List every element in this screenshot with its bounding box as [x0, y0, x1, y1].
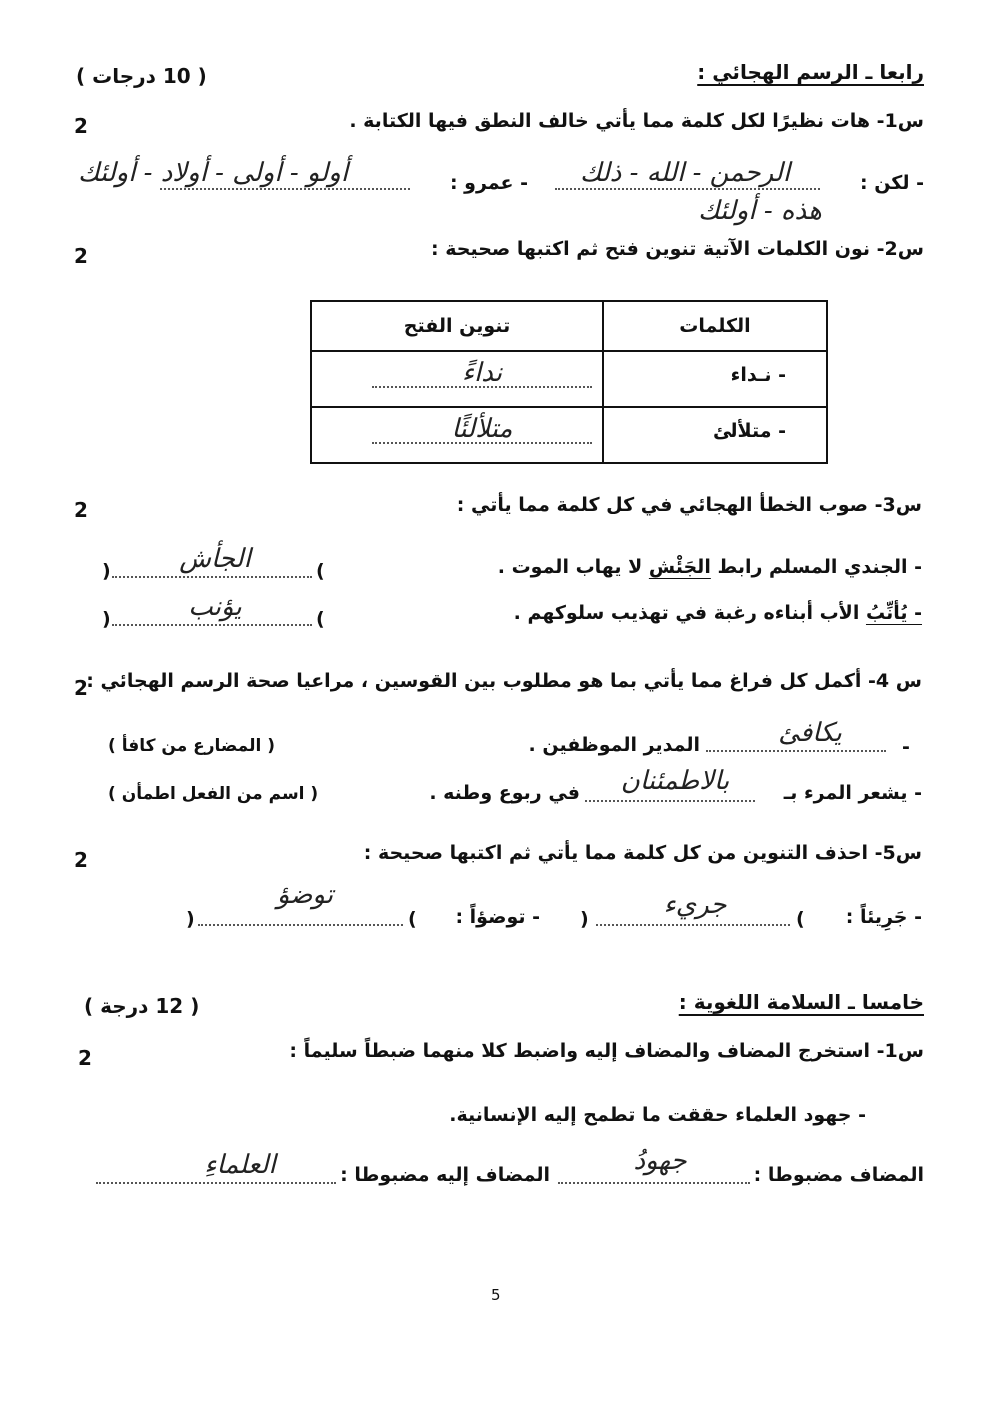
question-text: س3- صوب الخطأ الهجائي في كل كلمة مما يأتي :	[456, 494, 922, 516]
given-word: - توضؤاً :	[455, 906, 540, 928]
question-text: س 4- أكمل كل فراغ مما يأتي بما هو مطلوب بين القوسين ، مراعيا صحة الرسم الهجائي :	[86, 670, 922, 692]
answer-label: المضاف إليه مضبوطا :	[340, 1164, 550, 1186]
handwritten-answer: يكافئ	[778, 718, 842, 748]
sentence-text: - جهود العلماء حققت ما تطمح إليه الإنسانية.	[449, 1104, 866, 1126]
paren: )	[580, 908, 589, 930]
given-word: - عمرو :	[449, 172, 528, 194]
handwritten-answer: يؤنب	[188, 592, 242, 622]
answer-line	[585, 796, 755, 802]
paren: )	[186, 908, 195, 930]
question-text: س1- استخرج المضاف والمضاف إليه واضبط كلا منهما ضبطاً سليماً :	[289, 1040, 924, 1062]
handwritten-answer: العلماءِ	[204, 1150, 276, 1180]
handwritten-answer: أولو - أولى - أولاد - أولئك	[77, 158, 349, 188]
paren: (	[316, 560, 325, 582]
error-word: الجَئْش	[648, 556, 711, 578]
hint-text: ( المضارع من كافأ )	[108, 736, 275, 756]
hint-text: ( اسم من الفعل اطمأن )	[108, 784, 319, 804]
question-text: س1- هات نظيرًا لكل كلمة مما يأتي خالف النطق فيها الكتابة .	[349, 110, 924, 132]
answer-line	[558, 1178, 750, 1184]
handwritten-answer: نداءً	[461, 358, 503, 388]
sentence-text: المدير الموظفين .	[528, 734, 700, 756]
question-text: س2- نون الكلمات الآتية تنوين فتح ثم اكتبها صحيحة :	[431, 238, 924, 260]
answer-label: المضاف مضبوطا :	[753, 1164, 924, 1186]
question-mark: 2	[78, 1046, 92, 1070]
table-word: - متلألئ	[713, 420, 786, 442]
question-mark: 2	[74, 848, 88, 872]
paren: (	[316, 608, 325, 630]
sentence-text: لا يهاب الموت .	[497, 556, 643, 578]
handwritten-answer: الرحمن - الله - ذلك	[579, 158, 791, 188]
table-row	[311, 407, 827, 463]
paren: (	[408, 908, 417, 930]
sentence-line	[498, 556, 922, 578]
handwritten-answer: متلألئًا	[451, 414, 513, 444]
words-table	[310, 300, 828, 464]
handwritten-answer: توضؤ	[276, 880, 334, 910]
section-title: خامسا ـ السلامة اللغوية :	[678, 990, 924, 1014]
given-word: - لكن :	[860, 172, 924, 194]
section-title: رابعا ـ الرسم الهجائي :	[697, 60, 924, 84]
sentence-text: الأب أبناءه رغبة في تهذيب سلوكهم .	[513, 602, 860, 624]
error-word: - يُأنِّبُ	[865, 602, 922, 624]
table-row	[311, 351, 827, 407]
dash: -	[902, 736, 910, 758]
question-mark: 2	[74, 676, 88, 700]
paren: )	[102, 560, 111, 582]
table-word: - نـداء	[730, 364, 786, 386]
sentence-text: في ربوع وطنه .	[429, 782, 580, 804]
handwritten-answer: جهودُ	[633, 1146, 687, 1176]
handwritten-answer: بالاطمئنان	[620, 766, 730, 796]
sentence-text: - الجندي المسلم رابط	[717, 556, 922, 578]
paren: (	[796, 908, 805, 930]
page-number: 5	[491, 1286, 501, 1304]
question-mark: 2	[74, 498, 88, 522]
handwritten-answer: الجأش	[179, 544, 251, 574]
sentence-line	[514, 602, 922, 624]
table-header: الكلمات	[603, 301, 827, 351]
handwritten-answer: جريء	[663, 890, 727, 920]
given-word: - جَرِيئاً :	[845, 906, 922, 928]
handwritten-answer: هذه - أولئك	[698, 196, 822, 226]
paren: )	[102, 608, 111, 630]
question-text: س5- احذف التنوين من كل كلمة مما يأتي ثم اكتبها صحيحة :	[363, 842, 922, 864]
question-mark: 2	[74, 244, 88, 268]
table-header: تنوين الفتح	[311, 301, 603, 351]
sentence-text: - يشعر المرء بـ	[783, 782, 922, 804]
answer-line	[198, 920, 403, 926]
answer-line	[596, 920, 790, 926]
question-mark: 2	[74, 114, 88, 138]
section-marks: ( 12 درجة )	[84, 994, 200, 1018]
section-marks: ( 10 درجات )	[76, 64, 207, 88]
